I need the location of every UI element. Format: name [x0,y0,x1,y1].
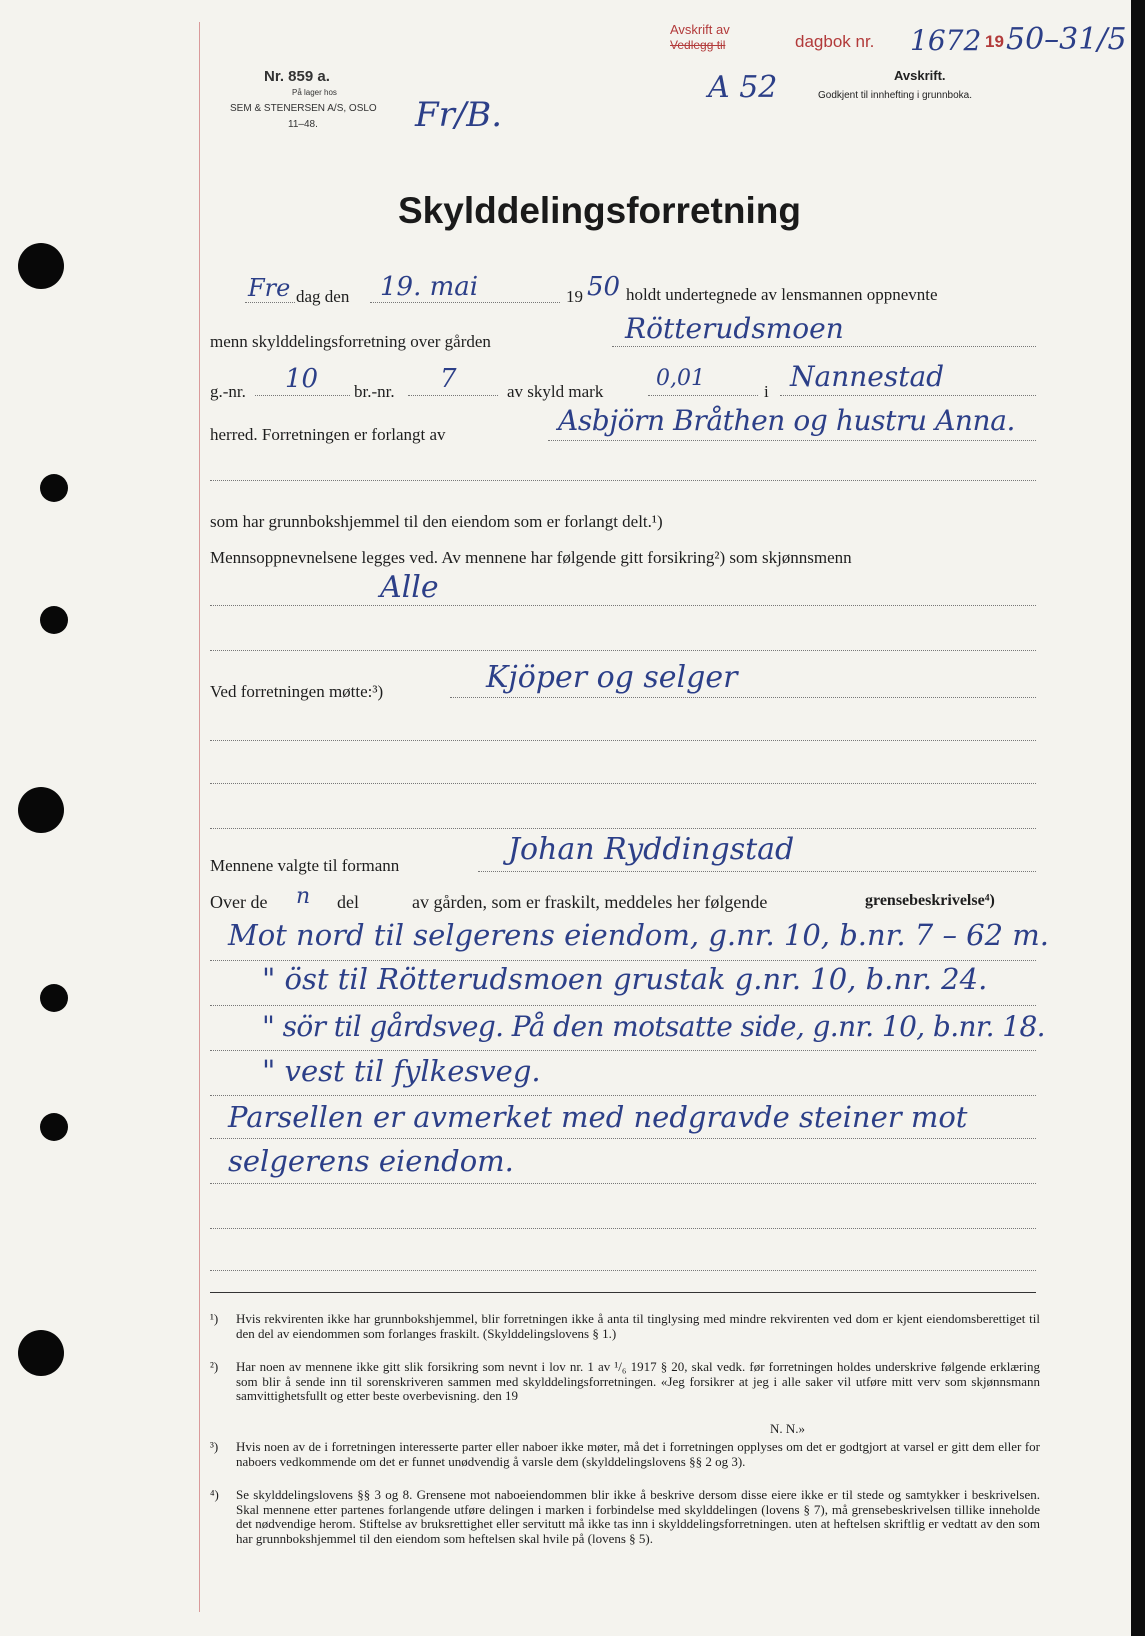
binder-hole-6 [40,1113,68,1141]
rule-weekday [245,302,295,303]
rule-boundary-3 [210,1050,1036,1051]
publisher-line-2: SEM & STENERSEN A/S, OSLO [230,103,377,114]
footnote-3-num: ³) [210,1439,219,1454]
rule-boundary-8 [210,1270,1036,1271]
rule-skyld [648,395,758,396]
rule-municipality [780,395,1036,396]
i-label: i [764,382,769,401]
fraskilt-text: av gården, som er fraskilt, meddeles her følgende [412,892,768,912]
page-title: Skylddelingsforretning [398,190,801,231]
rule-farm [612,346,1036,347]
boundary-line-6: selgerens eiendom. [228,1144,514,1178]
farm-name: Rötterudsmoen [625,312,844,345]
footnote-4-text: Se skylddelingslovens §§ 3 og 8. Grensene mot naboeiendommen blir ikke å beskrive dersom disse eiere ikke er til stede og samtykker i beskrivelsen. Skal mennene etter partenes forlangende utføre delingen i marken i forbindelse med skylddelingen (lovens § 7), må grensebeskrivelsen tillike inneholde det nødvendige herom. Stiftelse av bruksrettighet eller servitutt må ikke tas inn i skylddelingsforretningen. uten at heftelsen skriftlig er vedtatt av den som har grunnbokshjemmel til den eiendom som heftelsen skal hvile på (lovens § 5). [236,1487,1040,1546]
footnote-1 [210,1312,1040,1341]
footnote-2-signature [210,1422,1040,1437]
bnr-value: 7 [440,364,457,394]
rule-boundary-6 [210,1183,1036,1184]
footnote-1-num: ¹) [210,1311,219,1326]
date-value: 19. mai [380,272,479,302]
boundary-line-1: Mot nord til selgerens eiendom, g.nr. 10, b.nr. 7 – 62 m. [228,918,1050,952]
dagbok-date: 50–31/5 [1006,22,1127,57]
skyld-label: av skyld mark [507,382,604,401]
footnote-4 [210,1488,1040,1546]
rule-gnr [255,395,350,396]
gnr-label: g.-nr. [210,382,246,401]
binder-hole-5 [40,984,68,1012]
footnote-3-text: Hvis noen av de i forretningen interesserte parter eller naboer ikke møter, må det i forretningen opplyses om det er godtgjort at varsel er gitt dem eller for naboers vedkommende om det er funnet unødvendig å varsle dem (skylddelingslovens §§ 2 og 3). [236,1439,1040,1469]
footnote-2-signature-text: N. N.» [770,1421,806,1436]
rule-boundary-1 [210,960,1036,961]
rule-attendees [450,697,1036,698]
formann: Johan Ryddingstad [508,832,795,867]
requested-by: Asbjörn Bråthen og hustru Anna. [558,404,1015,437]
rule-boundary-5 [210,1138,1036,1139]
rule-attendees-2 [210,740,1036,741]
publisher-line-3: 11–48. [288,119,318,130]
mennsoppnevnelse-text: Mennsoppnevnelsene legges ved. Av mennene har følgende gitt forsikring²) som skjønnsmenn [210,548,852,567]
year-suffix: 50 [587,272,621,302]
insured: Alle [380,570,439,605]
initials: Fr/B. [415,95,503,135]
herred-label: herred. Forretningen er forlangt av [210,425,446,444]
held-text: holdt undertegnede av lensmannen oppnevnte [626,285,938,304]
footnote-2-num: ²) [210,1359,219,1374]
stamp-avskrift-av: Avskrift av [670,22,730,37]
boundary-line-2: " öst til Rötterudsmoen grustak g.nr. 10, b.nr. 24. [262,962,988,996]
footnote-4-num: ⁴) [210,1487,219,1502]
attendees: Kjöper og selger [486,660,738,695]
rule-requested-2 [210,480,1036,481]
dagbok-year-prefix: 19 [985,32,1004,51]
boundary-line-3: " sör til gårdsveg. På den motsatte side, g.nr. 10, b.nr. 18. [262,1010,1045,1043]
binder-hole-1 [18,243,64,289]
footnote-2 [210,1360,1040,1404]
bnr-label: br.-nr. [354,382,395,401]
footnote-3 [210,1440,1040,1469]
publisher-line-1: På lager hos [292,88,337,97]
rule-attendees-4 [210,828,1036,829]
year-prefix: 19 [566,287,583,306]
rule-boundary-7 [210,1228,1036,1229]
stamp-dagbok: dagbok nr. [795,32,875,51]
binder-hole-4 [18,787,64,833]
binder-hole-7 [18,1330,64,1376]
skyld-value: 0,01 [656,366,705,391]
motte-label: Ved forretningen møtte:³) [210,682,384,701]
stamp-vedlegg-til: Vedlegg til [670,38,726,52]
binder-hole-3 [40,606,68,634]
margin-line [199,22,200,1612]
godkjent-text: Godkjent til innhefting i grunnboka. [818,90,972,101]
weekday-prefix: Fre [248,274,291,302]
formann-label: Mennene valgte til formann [210,856,400,875]
grensebeskrivelse-label: grensebeskrivelse⁴) [865,892,995,909]
over-garden-label: menn skylddelingsforretning over gården [210,332,491,351]
over-de-label: Over de [210,892,268,912]
rule-insured-2 [210,650,1036,651]
binder-hole-2 [40,474,68,502]
footnote-1-text: Hvis rekvirenten ikke har grunnbokshjemmel, blir forretningen ikke å anta til tinglysing med mindre rekvirenten ved dom er kjent eiendomsberettiget til den del av eiendommen som forlanges fraskilt. (Skylddelingslovens § 1.) [236,1311,1040,1341]
del-label: del [337,892,359,912]
rule-attendees-3 [210,783,1036,784]
dag-den-label: dag den [296,287,350,306]
archive-code: A 52 [708,70,778,105]
hjemmel-text: som har grunnbokshjemmel til den eiendom som er forlangt delt.¹) [210,512,663,531]
avskrift-label: Avskrift. [894,68,946,83]
rule-bnr [408,395,498,396]
footnote-separator [210,1292,1036,1293]
footnote-2-text: Har noen av mennene ikke gitt slik forsikring som nevnt i lov nr. 1 av ¹/₆ 1917 § 20, skal vedk. før forretningen holdes underskrive følgende erklæring som blir å sende inn til sorenskriveren sammen med skylddelingsforretningen. «Jeg forsikrer at jeg i alle saker vil utføre mitt verv som skjønnsmann samvittighetsfullt og etter beste overbevisning. den 19 [236,1359,1040,1404]
rule-insured [210,605,1036,606]
over-de-value: n [296,884,311,909]
rule-formann [478,871,1036,872]
rule-requested [548,440,1036,441]
form-number: Nr. 859 a. [264,68,330,85]
boundary-line-4: " vest til fylkesveg. [262,1054,541,1088]
rule-boundary-4 [210,1095,1036,1096]
gnr-value: 10 [285,364,319,394]
rule-date [370,302,560,303]
rule-boundary-2 [210,1005,1036,1006]
dagbok-number: 1672 [910,24,982,57]
municipality: Nannestad [790,360,945,393]
boundary-line-5: Parsellen er avmerket med nedgravde steiner mot [228,1100,968,1134]
